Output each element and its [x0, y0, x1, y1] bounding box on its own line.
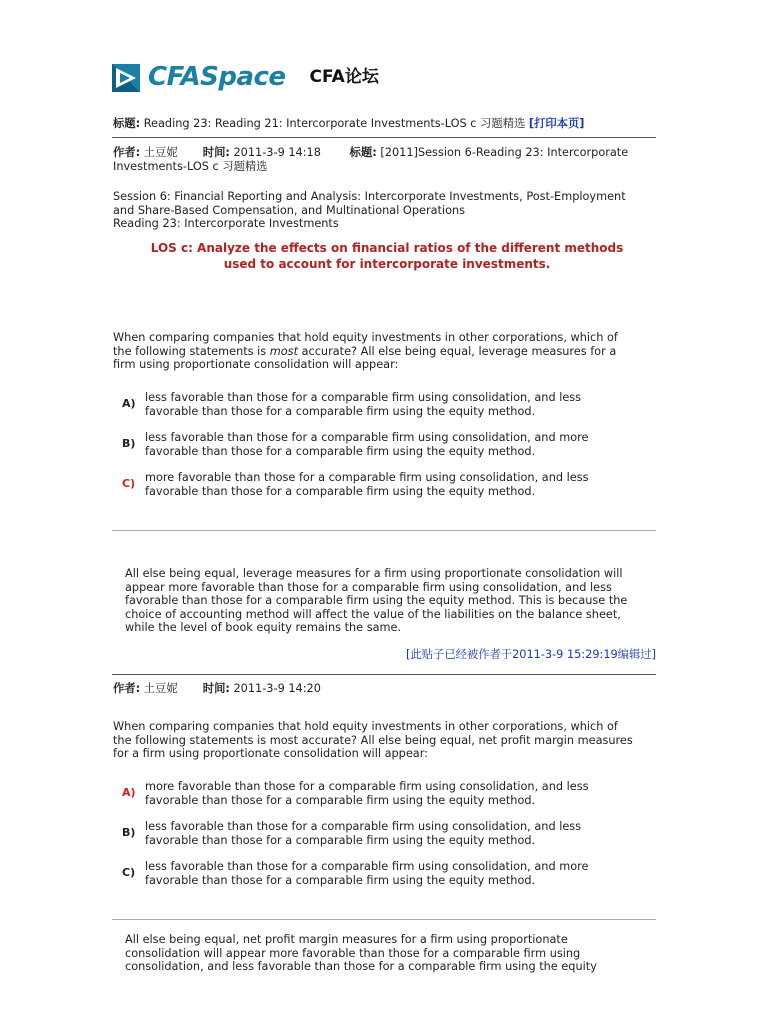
thread-title-text: Reading 23: Reading 21: Intercorporate Investments-LOS c 习题精选	[143, 117, 526, 130]
option-letter: B)	[122, 437, 136, 450]
cfaspace-logo-icon	[112, 64, 140, 92]
post-meta: 作者: 土豆妮 时间: 2011-3-9 14:18 标题: [2011]Session 6-Reading 23: Intercorporate	[113, 146, 629, 159]
session-info: Session 6: Financial Reporting and Analysis: Intercorporate Investments, Post-Employment and Share-Based Compensation, and Multinational Operations Reading 23: Intercorporate Investments	[113, 190, 626, 231]
post-time: 2011-3-9 14:18	[233, 146, 321, 159]
option-letter: A)	[122, 397, 136, 410]
option-letter: C)	[122, 477, 136, 490]
post-author[interactable]: 土豆妮	[143, 682, 178, 695]
site-logo[interactable]	[112, 58, 379, 98]
los-heading: LOS c: Analyze the effects on financial ratios of the different methods used to account for intercorporate investments.	[150, 241, 624, 271]
divider	[112, 674, 656, 675]
option-letter: A)	[122, 786, 136, 799]
edit-note: [此贴子已经被作者于2011-3-9 15:29:19编辑过]	[406, 648, 656, 661]
post-time: 2011-3-9 14:20	[233, 682, 321, 695]
print-page-link[interactable]: [打印本页]	[528, 117, 585, 130]
divider	[112, 137, 656, 138]
divider	[112, 530, 656, 531]
divider	[112, 919, 656, 920]
question-2: When comparing companies that hold equity investments in other corporations, which of the following statements is most accurate? All else being equal, net profit margin measures for a firm using proportionate consolidation will appear:	[113, 720, 633, 761]
post-title-line2: Investments-LOS c 习题精选	[113, 160, 268, 173]
answer-explanation-1: All else being equal, leverage measures for a firm using proportionate consolidation will appear more favorable than those for a comparable firm using consolidation, and less favorable than those for a comparable firm using the equity method. This is because the choice of accounting method will affect the value of the liabilities on the balance sheet, while the level of book equity remains the same.	[125, 567, 628, 635]
post-title-line1: [2011]Session 6-Reading 23: Intercorporate	[380, 146, 629, 159]
answer-explanation-2: All else being equal, net profit margin measures for a firm using proportionate consolidation will appear more favorable than those for a comparable firm using consolidation, and less favorable than those for a comparable firm using the equity	[125, 933, 597, 974]
post-meta: 作者: 土豆妮 时间: 2011-3-9 14:20	[113, 682, 321, 695]
thread-title: 标题: Reading 23: Reading 21: Intercorporate Investments-LOS c 习题精选 [打印本页]	[113, 117, 585, 130]
question-1: When comparing companies that hold equity investments in other corporations, which of the following statements is most accurate? All else being equal, leverage measures for a firm using proportionate consolidation will appear:	[113, 331, 618, 372]
logo-brand-text: CFASpace	[148, 62, 286, 93]
option-letter: C)	[122, 866, 136, 879]
option-letter: B)	[122, 826, 136, 839]
logo-subtitle: CFA论坛	[309, 67, 379, 88]
post-author[interactable]: 土豆妮	[143, 146, 178, 159]
